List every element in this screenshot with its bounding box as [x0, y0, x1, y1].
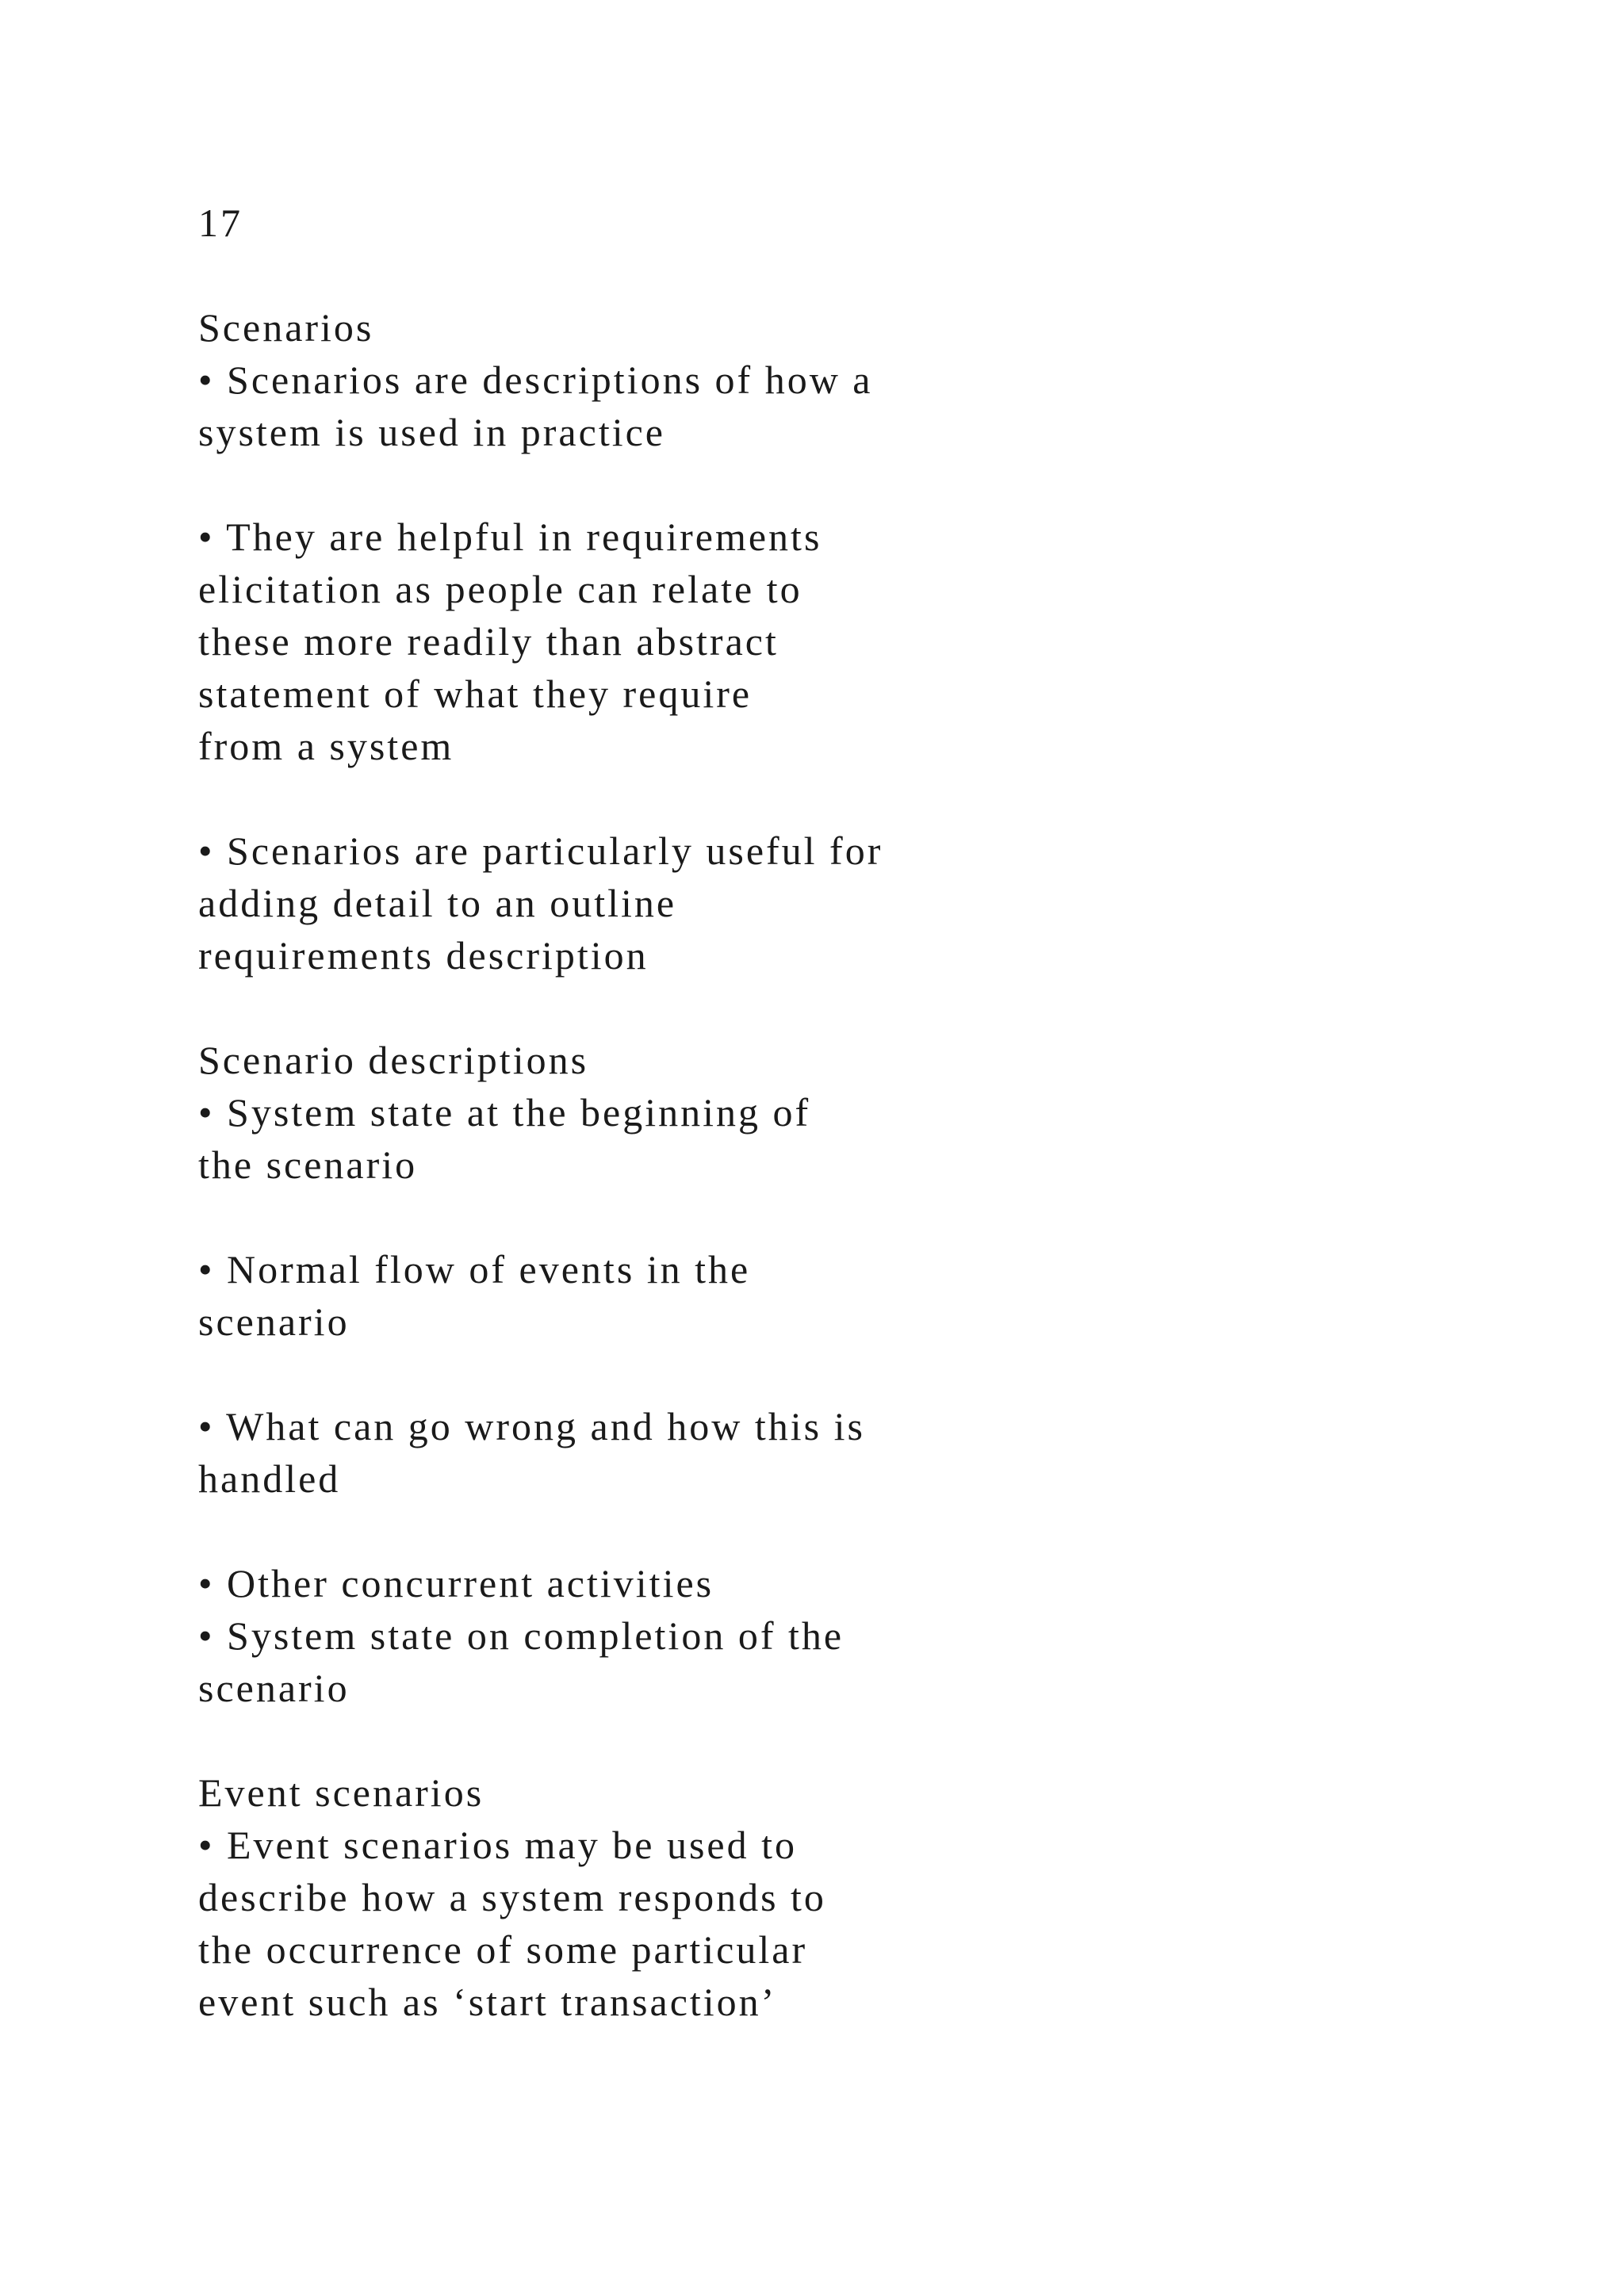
bullet-line: the occurrence of some particular: [198, 1927, 808, 1972]
bullet-line: describe how a system responds to: [198, 1875, 826, 1919]
spacer: [198, 1348, 1388, 1400]
spacer: [198, 982, 1388, 1034]
bullet-line: • Scenarios are descriptions of how a: [198, 358, 873, 402]
bullet-item: [198, 825, 1388, 982]
spacer: [198, 1191, 1388, 1243]
section-heading-scenario-descriptions: Scenario descriptions: [198, 1038, 589, 1082]
bullet-item: [198, 511, 1388, 772]
bullet-line: from a system: [198, 724, 454, 768]
section-heading-event-scenarios: Event scenarios: [198, 1770, 485, 1815]
bullet-line: system is used in practice: [198, 410, 665, 454]
bullet-item: [198, 1086, 1388, 1191]
bullet-line: • System state at the beginning of: [198, 1090, 811, 1135]
bullet-line: the scenario: [198, 1142, 418, 1187]
section-heading-scenarios: Scenarios: [198, 305, 374, 350]
bullet-line: scenario: [198, 1666, 350, 1710]
spacer: [198, 1505, 1388, 1557]
bullet-line: these more readily than abstract: [198, 619, 779, 664]
bullet-item: [198, 1400, 1388, 1505]
bullet-line: adding detail to an outline: [198, 881, 677, 925]
bullet-item: [198, 1609, 1388, 1714]
spacer: [198, 458, 1388, 511]
spacer: [198, 1714, 1388, 1766]
bullet-line: elicitation as people can relate to: [198, 567, 802, 611]
spacer: [198, 772, 1388, 825]
bullet-line: handled: [198, 1456, 341, 1501]
bullet-line: • Normal flow of events in the: [198, 1247, 751, 1292]
bullet-item: [198, 1557, 1388, 1609]
bullet-line: • Event scenarios may be used to: [198, 1823, 797, 1867]
bullet-line: requirements description: [198, 933, 649, 978]
bullet-line: event such as ‘start transaction’: [198, 1980, 777, 2024]
bullet-item: [198, 354, 1388, 458]
bullet-item: [198, 1243, 1388, 1348]
bullet-line: • They are helpful in requirements: [198, 515, 822, 559]
bullet-line: statement of what they require: [198, 672, 753, 716]
bullet-line: • System state on completion of the: [198, 1613, 845, 1658]
document-text: [198, 197, 1388, 2028]
bullet-line: scenario: [198, 1299, 350, 1344]
page-number: 17: [198, 201, 243, 245]
bullet-line: • Scenarios are particularly useful for: [198, 828, 883, 873]
bullet-line: • What can go wrong and how this is: [198, 1404, 865, 1448]
bullet-line: • Other concurrent activities: [198, 1561, 714, 1605]
spacer: [198, 249, 1388, 301]
bullet-item: [198, 1819, 1388, 2028]
